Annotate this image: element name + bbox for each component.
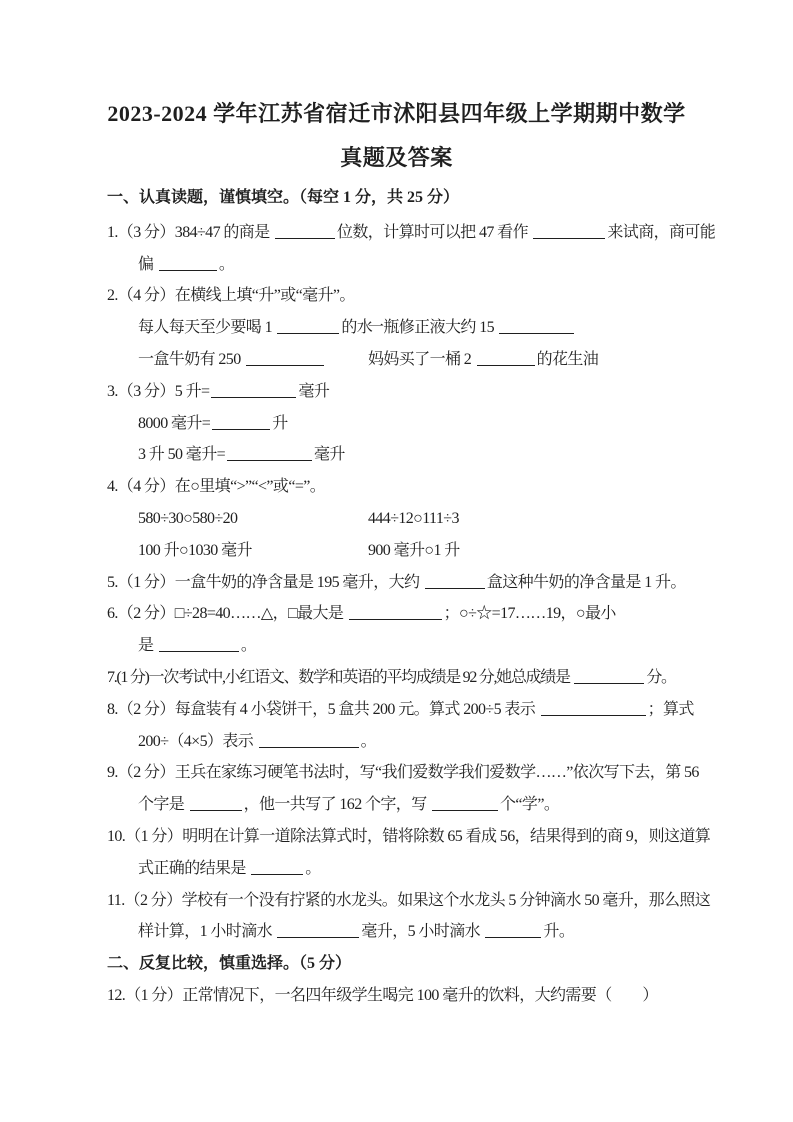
fill-in-blank — [275, 224, 335, 239]
text-segment: 444÷12○111÷3 — [368, 509, 459, 527]
section-1-heading — [107, 182, 793, 214]
text-segment: ，他一共写了 162 个字，写 — [243, 796, 431, 814]
question-2-line-1 — [107, 280, 793, 312]
text-segment: 12.（1 分）正常情况下，一名四年级学生喝完 100 毫升的饮料，大约需要（ ） — [107, 986, 658, 1004]
text-segment: 8000 毫升= — [138, 414, 211, 432]
fill-in-blank — [277, 923, 359, 938]
fill-in-blank — [259, 733, 359, 748]
question-4-line-1 — [107, 471, 793, 503]
question-2-line-3-col2 — [368, 344, 598, 376]
fill-in-blank — [190, 796, 242, 811]
question-10-line-1 — [107, 821, 793, 853]
text-segment: 。 — [360, 732, 377, 750]
text-segment: 。 — [240, 637, 257, 655]
text-segment: 盒这种牛奶的净含量是 1 升。 — [486, 573, 686, 591]
text-segment: 二、反复比较，慎重选择。（5 分） — [107, 955, 352, 973]
text-segment: 升。 — [543, 923, 575, 941]
question-1-line-1 — [107, 217, 793, 249]
question-4-line-2 — [107, 503, 793, 535]
text-segment: 9.（2 分）王兵在家练习硬笔书法时，写“我们爱数学我们爱数学……”依次写下去，第 56 — [107, 764, 699, 782]
question-3-line-1 — [107, 376, 793, 408]
question-6-line-2 — [107, 630, 793, 662]
question-2-line-3 — [107, 344, 793, 376]
question-8-line-2 — [107, 726, 793, 758]
fill-in-blank — [349, 605, 442, 620]
question-7-line-1 — [107, 662, 793, 694]
question-1-line-2 — [107, 249, 793, 281]
document-title-line-1: 2023-2024 学年江苏省宿迁市沭阳县四年级上学期期中数学 — [107, 101, 686, 126]
text-segment: 式正确的结果是 — [138, 859, 250, 877]
question-5-line-1 — [107, 567, 793, 599]
text-segment: 11.（2 分）学校有一个没有拧紧的水龙头。如果这个水龙头 5 分钟滴水 50 毫升，那么照这 — [107, 891, 711, 909]
text-segment: ；○÷☆=17……19，○最小 — [443, 605, 616, 623]
text-segment: 100 升○1030 毫升 — [138, 541, 252, 559]
question-3-line-3 — [107, 439, 793, 471]
fill-in-blank — [212, 415, 270, 430]
text-segment: 10.（1 分）明明在计算一道除法算式时，错将除数 65 看成 56，结果得到的商 9，则这道算 — [107, 827, 711, 845]
text-segment: 580÷30○580÷20 — [138, 509, 238, 527]
text-segment: 2.（4 分）在横线上填“升”或“毫升”。 — [107, 287, 355, 305]
text-segment: 毫升，5 小时滴水 — [361, 923, 484, 941]
text-segment: 7.(1 分)一次考试中,小红语文、数学和英语的平均成绩是 92 分,她总成绩是 — [107, 668, 573, 686]
fill-in-blank — [499, 319, 574, 334]
question-4-line-3 — [107, 535, 793, 567]
text-segment: 8.（2 分）每盒装有 4 小袋饼干，5 盒共 200 元。算式 200÷5 表示 — [107, 700, 539, 718]
text-segment: 200÷（4×5）表示 — [138, 732, 257, 750]
text-segment: 一、认真读题，谨慎填空。（每空 1 分，共 25 分） — [107, 189, 460, 206]
text-segment: 是 — [138, 637, 157, 655]
question-2-line-2-col2 — [368, 312, 576, 344]
text-segment: 900 毫升○1 升 — [368, 541, 460, 559]
question-9-line-1 — [107, 757, 793, 789]
fill-in-blank — [251, 860, 303, 875]
fill-in-blank — [574, 669, 644, 684]
fill-in-blank — [541, 701, 646, 716]
question-11-line-2 — [107, 916, 793, 948]
text-segment: 5.（1 分）一盒牛奶的净含量是 195 毫升，大约 — [107, 573, 423, 591]
text-segment: 个字是 — [138, 796, 188, 814]
text-segment: 来试商，商可能 — [607, 223, 716, 241]
question-6-line-1 — [107, 598, 793, 630]
fill-in-blank — [277, 319, 339, 334]
question-8-line-1 — [107, 694, 793, 726]
text-segment: 样计算，1 小时滴水 — [138, 923, 276, 941]
fill-in-blank — [227, 446, 312, 461]
text-segment: 3.（3 分）5 升= — [107, 382, 210, 400]
question-10-line-2 — [107, 853, 793, 885]
fill-in-blank — [159, 256, 217, 271]
text-segment: 。 — [305, 859, 321, 877]
text-segment: ；算式 — [647, 700, 694, 718]
text-segment: 1.（3 分）384÷47 的商是 — [107, 223, 273, 241]
text-segment: 位数，计算时可以把 47 看作 — [336, 223, 532, 241]
question-11-line-1 — [107, 885, 793, 917]
fill-in-blank — [477, 351, 535, 366]
text-segment: 6.（2 分）□÷28=40……△，□最大是 — [107, 605, 347, 623]
text-segment: 4.（4 分）在○里填“>”“<”或“=”。 — [107, 478, 326, 496]
text-segment: 毫升 — [298, 382, 330, 400]
question-12-line-1 — [107, 980, 793, 1012]
question-4-line-3-col2 — [368, 535, 460, 567]
text-segment: 个“学”。 — [500, 796, 560, 814]
text-segment: 升 — [272, 414, 288, 432]
section-2-heading — [107, 948, 793, 980]
text-segment: 分。 — [646, 668, 676, 686]
fill-in-blank — [533, 224, 605, 239]
text-segment: 妈妈买了一桶 2 — [368, 350, 475, 368]
question-4-line-2-col2 — [368, 503, 459, 535]
document-title-line-2: 真题及答案 — [340, 145, 453, 170]
question-9-line-2 — [107, 789, 793, 821]
text-segment: 一瓶修正液大约 15 — [368, 319, 498, 337]
text-segment: 的花生油 — [536, 350, 599, 368]
question-2-line-2 — [107, 312, 793, 344]
fill-in-blank — [246, 351, 324, 366]
fill-in-blank — [432, 796, 498, 811]
question-3-line-2 — [107, 408, 793, 440]
text-segment: 。 — [218, 255, 235, 273]
text-segment: 偏 — [138, 255, 157, 273]
document-body — [0, 182, 793, 1012]
text-segment: 每人每天至少要喝 1 — [138, 319, 276, 337]
text-segment: 的水 — [341, 319, 373, 337]
fill-in-blank — [485, 923, 541, 938]
text-segment: 3 升 50 毫升= — [138, 446, 226, 464]
text-segment: 毫升 — [314, 446, 345, 464]
fill-in-blank — [425, 574, 485, 589]
fill-in-blank — [211, 383, 296, 398]
text-segment: 一盒牛奶有 250 — [138, 350, 245, 368]
fill-in-blank — [159, 637, 239, 652]
